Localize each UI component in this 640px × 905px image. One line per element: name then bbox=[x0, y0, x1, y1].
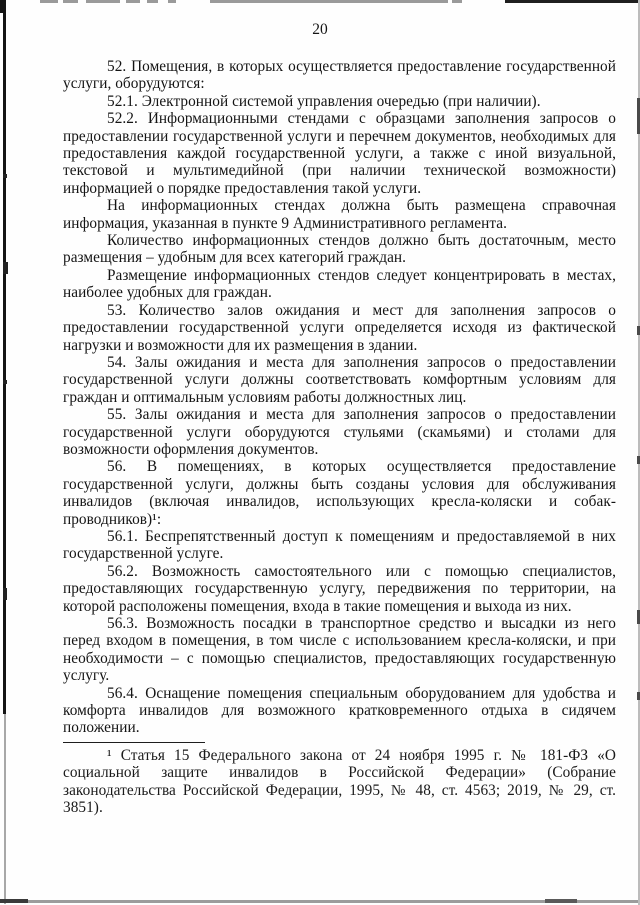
scan-artifact-left-line bbox=[3, 0, 6, 714]
paragraph-stands-placement: Размещение информационных стендов следует концентрировать в местах, наиболее удобных для граждан. bbox=[63, 266, 616, 302]
scan-artifact-speck bbox=[3, 262, 8, 274]
scan-artifact-bottom-line bbox=[8, 900, 640, 903]
scan-artifact-right-mark bbox=[637, 692, 640, 700]
scan-artifact-right-mark bbox=[637, 326, 640, 335]
scan-artifact-speck bbox=[3, 380, 7, 384]
document-body bbox=[63, 58, 616, 816]
paragraph-info-stands: На информационных стендах должна быть размещена справочная информация, указанная в пункте 9 Административного регламента. bbox=[63, 197, 616, 232]
scan-artifact-right-mark bbox=[637, 456, 640, 464]
paragraph-56-1: 56.1. Беспрепятственный доступ к помещениям и предоставляемой в них государственной услуге. bbox=[63, 527, 616, 563]
paragraph-55: 55. Залы ожидания и места для заполнения запросов о предоставлении государственной услуги оборудуются стульями (скамьями) и столами для возможности оформления документов. bbox=[63, 406, 616, 458]
scan-artifact-right-mark bbox=[637, 610, 640, 624]
scan-artifact-speck bbox=[3, 174, 7, 178]
scan-artifact-bottom-dark-mid bbox=[545, 899, 577, 903]
scan-artifact-speck bbox=[3, 588, 7, 600]
footnote-separator bbox=[63, 742, 205, 743]
scan-artifact-left-line-lower bbox=[4, 714, 6, 904]
paragraph-56: 56. В помещениях, в которых осуществляется предоставление государственной услуги, должны быть созданы условия для обслуживания инвалидов (включая инвалидов, использующих кресла-коляски и собак-проводников)¹: bbox=[63, 458, 616, 528]
paragraph-52-1: 52.1. Электронной системой управления очередью (при наличии). bbox=[107, 92, 541, 110]
paragraph-56-3: 56.3. Возможность посадки в транспортное средство и высадки из него перед входом в помещения, в том числе с использованием кресла-коляски, и при необходимости – с помощью специалистов, предоставляющих государственную услугу. bbox=[63, 615, 616, 685]
paragraph-stands-count: Количество информационных стендов должно быть достаточным, место размещения – удобным для всех категорий граждан. bbox=[63, 232, 616, 267]
paragraph-53: 53. Количество залов ожидания и мест для заполнения запросов о предоставлении государственной услуги определяется исходя из фактической нагрузки и возможности для их размещения в здании. bbox=[63, 301, 616, 354]
paragraph-56-2: 56.2. Возможность самостоятельного или с помощью специалистов, предоставляющих государственную услугу, передвижения по территории, на которой расположены помещения, входа в такие помещения и выхода из них. bbox=[63, 562, 616, 615]
scan-artifact-right-line bbox=[638, 0, 640, 905]
paragraph-54: 54. Залы ожидания и места для заполнения запросов о предоставлении государственной услуги должны соответствовать комфортным условиям для граждан и оптимальным условиям работы должностных лиц. bbox=[63, 353, 616, 406]
footnote-text: ¹ Статья 15 Федерального закона от 24 ноября 1995 г. № 181-ФЗ «О социальной защите инвалидов в Российской Федерации» (Собрание законодательства Российской Федерации, 1995, № 48, ст. 4563; 2019, № 29, ст. 3851). bbox=[63, 746, 616, 817]
page-number: 20 bbox=[312, 21, 328, 38]
paragraph-52-2: 52.2. Информационными стендами с образцами заполнения запросов о предоставлении государственной услуги и перечнем документов, необходимых для предоставления каждой государственной услуги, а также с иной визуальной, текстовой и мультимедийной (при наличии технической возможности) информацией о порядке предоставления такой услуги. bbox=[63, 110, 616, 197]
scan-artifact-right-mark bbox=[637, 98, 640, 134]
paragraph-56-4: 56.4. Оснащение помещения специальным оборудованием для удобства и комфорта инвалидов для возможного кратковременного отдыха в сидячем положении. bbox=[63, 684, 616, 737]
paragraph-52: 52. Помещения, в которых осуществляется предоставление государственной услуги, оборудуются: bbox=[63, 58, 616, 93]
scan-artifact-bottom-dark-left bbox=[0, 899, 28, 903]
